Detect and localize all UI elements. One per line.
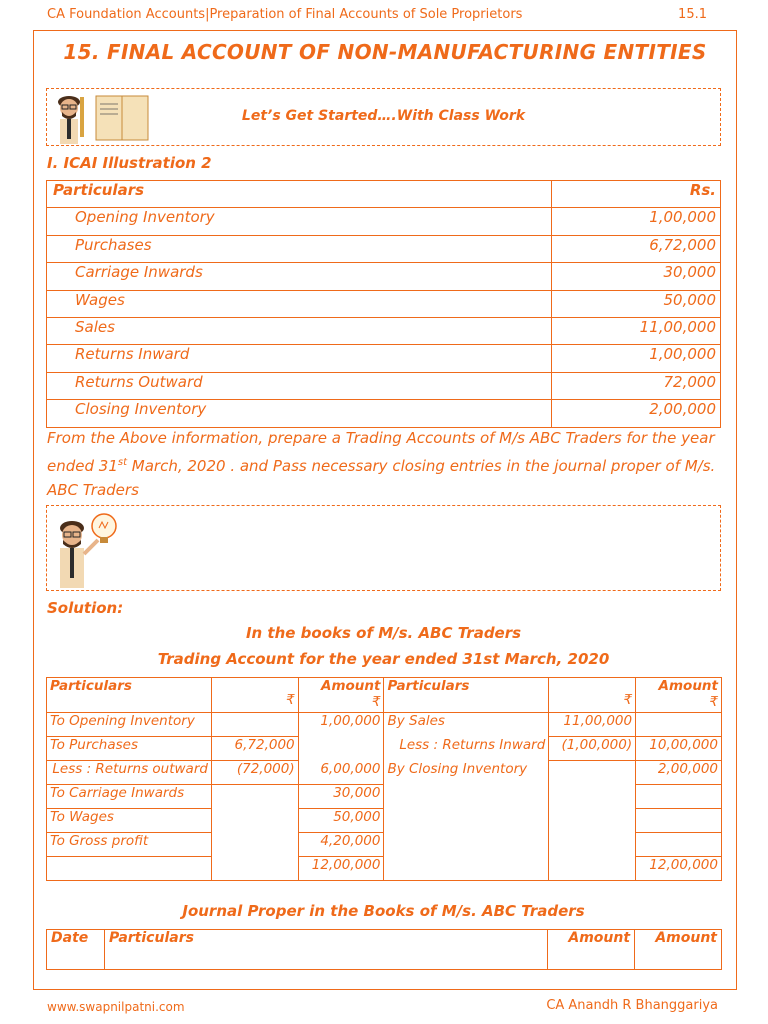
credit-subamount: 11,00,000 xyxy=(549,713,636,737)
credit-total: 12,00,000 xyxy=(636,857,722,881)
credit-item: Less : Returns Inward xyxy=(384,737,549,761)
debit-item: To Gross profit xyxy=(47,833,212,857)
credit-amount xyxy=(636,809,722,833)
credit-subamount xyxy=(549,809,636,833)
row-value: 30,000 xyxy=(552,263,721,290)
debit-amount: 50,000 xyxy=(298,809,384,833)
table-row xyxy=(47,317,721,344)
trading-row xyxy=(47,761,722,785)
footer-author: CA Anandh R Bhanggariya xyxy=(546,998,718,1013)
class-work-text: Let’s Get Started….With Class Work xyxy=(241,108,526,124)
debit-amount: 4,20,000 xyxy=(298,833,384,857)
debit-amount1-header xyxy=(211,678,298,713)
row-value: 2,00,000 xyxy=(552,400,721,427)
amount-label: Amount xyxy=(658,678,718,694)
trading-account-table xyxy=(46,677,722,881)
row-label: Returns Outward xyxy=(47,372,552,399)
illustration-heading: I. ICAI Illustration 2 xyxy=(47,154,212,172)
books-title: In the books of M/s. ABC Traders xyxy=(245,624,522,642)
debit-amount: 6,00,000 xyxy=(298,761,384,785)
debit-item: To Purchases xyxy=(47,737,212,761)
debit-subamount xyxy=(211,713,298,737)
table-row xyxy=(47,208,721,235)
given-data-table xyxy=(46,180,721,428)
idea-bulb-icon xyxy=(52,510,122,590)
trading-row xyxy=(47,785,722,809)
debit-amount: 1,00,000 xyxy=(298,713,384,737)
debit-amount-header xyxy=(298,678,384,713)
trading-row xyxy=(47,737,722,761)
question-part1: From the Above information, prepare a Trading Accounts of M/s ABC Traders for the year ended 31 xyxy=(47,429,715,475)
row-label: Sales xyxy=(47,317,552,344)
journal-amount-header: Amount xyxy=(548,930,635,970)
credit-item xyxy=(384,857,549,881)
debit-subamount xyxy=(211,809,298,833)
question-superscript: st xyxy=(117,456,128,468)
row-label: Opening Inventory xyxy=(47,208,552,235)
credit-subamount xyxy=(549,761,636,785)
row-label: Carriage Inwards xyxy=(47,263,552,290)
table-row xyxy=(47,345,721,372)
rupee-symbol: ₹ xyxy=(709,694,718,710)
rupee-symbol: ₹ xyxy=(286,692,295,708)
solution-label: Solution: xyxy=(47,599,124,617)
credit-subamount xyxy=(549,833,636,857)
credit-amount-header xyxy=(636,678,722,713)
debit-subamount: 6,72,000 xyxy=(211,737,298,761)
journal-amount-header: Amount xyxy=(635,930,722,970)
row-value: 50,000 xyxy=(552,290,721,317)
credit-item: By Sales xyxy=(384,713,549,737)
row-label: Closing Inventory xyxy=(47,400,552,427)
debit-subamount: (72,000) xyxy=(211,761,298,785)
credit-amount xyxy=(636,785,722,809)
debit-item: To Wages xyxy=(47,809,212,833)
journal-particulars-header: Particulars xyxy=(104,930,547,970)
page-number: 15.1 xyxy=(678,7,707,22)
table-header-row xyxy=(47,181,721,208)
credit-amount: 2,00,000 xyxy=(636,761,722,785)
rupee-symbol: ₹ xyxy=(371,694,381,710)
debit-item: Less : Returns outward xyxy=(47,761,212,785)
hint-box xyxy=(46,505,721,591)
table-row xyxy=(47,263,721,290)
column-header: Rs. xyxy=(552,181,721,208)
question-part2: March, 2020 . and Pass necessary closing entries in the journal proper of M/s. ABC Traders xyxy=(47,456,716,499)
header-title: CA Foundation Accounts|Preparation of Final Accounts of Sole Proprietors xyxy=(47,7,523,22)
table-row xyxy=(47,400,721,427)
table-row xyxy=(47,235,721,262)
credit-item xyxy=(384,785,549,809)
credit-item xyxy=(384,833,549,857)
row-value: 1,00,000 xyxy=(552,208,721,235)
row-value: 72,000 xyxy=(552,372,721,399)
debit-amount: 30,000 xyxy=(298,785,384,809)
credit-amount: 10,00,000 xyxy=(636,737,722,761)
column-header: Particulars xyxy=(47,181,552,208)
trading-total-row xyxy=(47,857,722,881)
row-value: 6,72,000 xyxy=(552,235,721,262)
journal-table xyxy=(46,929,722,970)
debit-item xyxy=(47,857,212,881)
journal-title: Journal Proper in the Books of M/s. ABC Traders xyxy=(182,902,585,920)
debit-subamount xyxy=(211,785,298,809)
table-row xyxy=(47,290,721,317)
credit-amount1-header xyxy=(549,678,636,713)
footer-website: www.swapnilpatni.com xyxy=(47,1000,185,1014)
journal-header-row xyxy=(47,930,722,970)
debit-amount xyxy=(298,737,384,761)
row-label: Returns Inward xyxy=(47,345,552,372)
debit-item: To Opening Inventory xyxy=(47,713,212,737)
amount-label: Amount xyxy=(321,678,381,694)
row-value: 1,00,000 xyxy=(552,345,721,372)
row-label: Wages xyxy=(47,290,552,317)
trading-header-row xyxy=(47,678,722,713)
debit-subamount xyxy=(211,857,298,881)
credit-amount xyxy=(636,713,722,737)
trading-row xyxy=(47,833,722,857)
credit-item xyxy=(384,809,549,833)
row-value: 11,00,000 xyxy=(552,317,721,344)
trading-row xyxy=(47,809,722,833)
credit-subamount xyxy=(549,857,636,881)
credit-particulars-header: Particulars xyxy=(384,678,549,713)
journal-date-header: Date xyxy=(47,930,105,970)
debit-total: 12,00,000 xyxy=(298,857,384,881)
trading-row xyxy=(47,713,722,737)
rupee-symbol: ₹ xyxy=(623,692,633,708)
debit-particulars-header: Particulars xyxy=(47,678,212,713)
page-header xyxy=(47,7,707,25)
debit-subamount xyxy=(211,833,298,857)
question-text xyxy=(47,426,722,503)
table-row xyxy=(47,372,721,399)
row-label: Purchases xyxy=(47,235,552,262)
credit-amount xyxy=(636,833,722,857)
credit-subamount: (1,00,000) xyxy=(549,737,636,761)
trading-account-title: Trading Account for the year ended 31st March, 2020 xyxy=(157,650,610,668)
chapter-title: 15. FINAL ACCOUNT OF NON-MANUFACTURING ENTITIES xyxy=(63,40,707,64)
debit-item: To Carriage Inwards xyxy=(47,785,212,809)
credit-item: By Closing Inventory xyxy=(384,761,549,785)
credit-subamount xyxy=(549,785,636,809)
